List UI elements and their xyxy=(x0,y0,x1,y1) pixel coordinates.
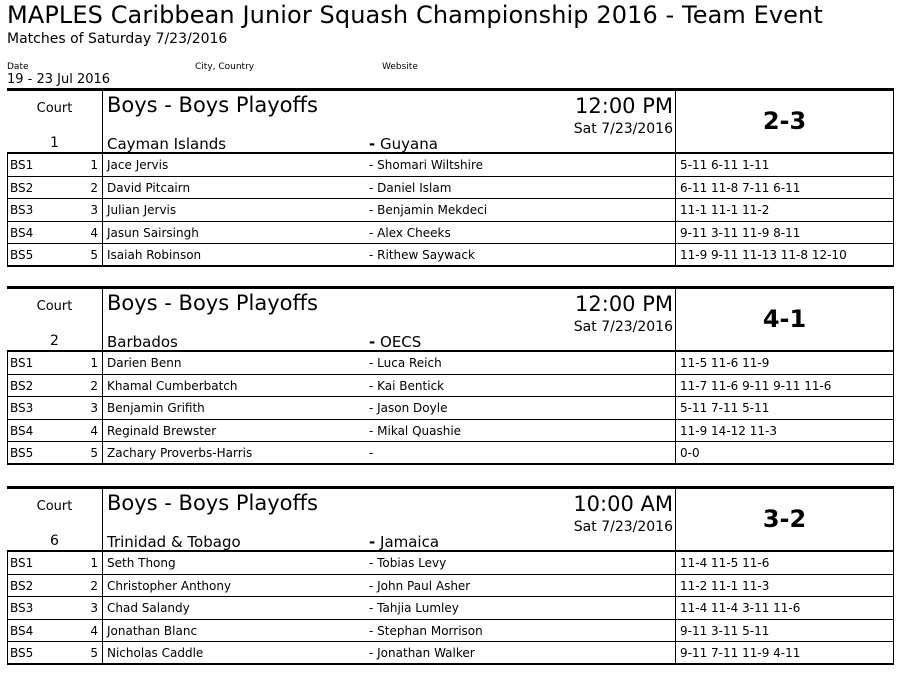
player-b: - Mikal Quashie xyxy=(369,423,462,438)
table-row xyxy=(7,352,894,375)
team-score: 2-3 xyxy=(762,107,807,135)
player-a: Christopher Anthony xyxy=(107,578,232,593)
match-date: Sat 7/23/2016 xyxy=(573,319,673,335)
table-row xyxy=(7,620,894,643)
team-b xyxy=(369,135,438,153)
player-b: - Shomari Wiltshire xyxy=(369,158,484,172)
player-b: - Rithew Saywack xyxy=(369,248,475,262)
player-a: Benjamin Grifith xyxy=(107,401,205,415)
match-code: BS1 xyxy=(10,556,34,570)
court-number: 2 xyxy=(50,333,59,349)
event-name: Boys - Boys Playoffs xyxy=(107,491,318,515)
match-block xyxy=(7,88,894,267)
match-time: 12:00 PM xyxy=(575,292,673,316)
team-score: 4-1 xyxy=(762,305,807,333)
player-a: David Pitcairn xyxy=(107,180,191,195)
table-row xyxy=(7,420,894,443)
game-scores: 11-5 11-6 11-9 xyxy=(680,356,770,370)
player-b: - Tahjia Lumley xyxy=(369,601,459,615)
table-row xyxy=(7,375,894,398)
player-a: Khamal Cumberbatch xyxy=(107,378,238,393)
player-a: Seth Thong xyxy=(107,556,176,570)
match-code: BS3 xyxy=(10,203,34,217)
court-label: Court xyxy=(36,299,73,314)
team-b xyxy=(369,533,439,551)
match-code: BS3 xyxy=(10,601,34,615)
player-b: - Jason Doyle xyxy=(369,401,448,415)
team-b-name: Jamaica xyxy=(380,533,440,551)
player-b: - Kai Bentick xyxy=(369,378,445,393)
table-row xyxy=(7,575,894,598)
team-score: 3-2 xyxy=(762,505,807,533)
match-code: BS2 xyxy=(10,578,34,593)
game-scores: 5-11 7-11 5-11 xyxy=(680,401,770,415)
table-row xyxy=(7,397,894,420)
date-label: Date xyxy=(7,62,29,72)
page-title: MAPLES Caribbean Junior Squash Championship 2016 - Team Event xyxy=(7,1,823,29)
player-a: Jonathan Blanc xyxy=(107,623,198,638)
court-label: Court xyxy=(36,101,73,116)
match-code: BS2 xyxy=(10,180,34,195)
date-value: 19 - 23 Jul 2016 xyxy=(7,72,111,87)
team-a-name: Cayman Islands xyxy=(107,135,227,153)
match-block xyxy=(7,486,894,665)
match-code: BS1 xyxy=(10,158,34,172)
team-b-name: OECS xyxy=(380,333,422,351)
table-row xyxy=(7,642,894,665)
event-name: Boys - Boys Playoffs xyxy=(107,291,318,315)
table-row xyxy=(7,442,894,465)
player-a: Chad Salandy xyxy=(107,601,190,615)
court-number: 1 xyxy=(50,135,59,151)
game-scores: 0-0 xyxy=(680,446,700,460)
game-scores: 11-7 11-6 9-11 9-11 11-6 xyxy=(680,378,832,393)
team-a-name: Trinidad & Tobago xyxy=(107,533,241,551)
team-a-name: Barbados xyxy=(107,333,178,351)
match-code: BS4 xyxy=(10,623,34,638)
game-scores: 9-11 3-11 11-9 8-11 xyxy=(680,225,801,240)
player-b: - Tobias Levy xyxy=(369,556,447,570)
court-number: 6 xyxy=(50,533,59,549)
match-code: BS5 xyxy=(10,446,34,460)
player-b: - Luca Reich xyxy=(369,356,442,370)
player-b: - Daniel Islam xyxy=(369,180,452,195)
city-country-label: City, Country xyxy=(195,62,255,72)
player-a: Zachary Proverbs-Harris xyxy=(107,446,253,460)
team-separator: - xyxy=(369,533,376,551)
table-row xyxy=(7,177,894,200)
match-code: BS4 xyxy=(10,225,34,240)
match-code: BS3 xyxy=(10,401,34,415)
match-number: 1 xyxy=(90,158,98,172)
match-number: 2 xyxy=(90,180,98,195)
player-b: - John Paul Asher xyxy=(369,578,471,593)
match-number: 4 xyxy=(90,225,98,240)
match-number: 4 xyxy=(90,423,98,438)
match-number: 3 xyxy=(90,601,98,615)
website-label: Website xyxy=(382,62,418,72)
team-separator: - xyxy=(369,333,376,351)
page-subtitle: Matches of Saturday 7/23/2016 xyxy=(7,31,228,47)
match-number: 1 xyxy=(90,356,98,370)
match-number: 5 xyxy=(90,248,98,262)
team-separator: - xyxy=(369,135,376,153)
match-date: Sat 7/23/2016 xyxy=(573,519,673,535)
player-a: Jasun Sairsingh xyxy=(107,225,199,240)
match-code: BS4 xyxy=(10,423,34,438)
player-b: - Benjamin Mekdeci xyxy=(369,203,488,217)
player-b: - Alex Cheeks xyxy=(369,225,451,240)
game-scores: 9-11 7-11 11-9 4-11 xyxy=(680,646,801,660)
player-a: Isaiah Robinson xyxy=(107,248,202,262)
match-number: 1 xyxy=(90,556,98,570)
table-row xyxy=(7,222,894,245)
match-code: BS2 xyxy=(10,378,34,393)
match-code: BS1 xyxy=(10,356,34,370)
game-scores: 11-9 9-11 11-13 11-8 12-10 xyxy=(680,248,847,262)
match-number: 5 xyxy=(90,446,98,460)
match-number: 2 xyxy=(90,578,98,593)
game-scores: 6-11 11-8 7-11 6-11 xyxy=(680,180,801,195)
table-row xyxy=(7,244,894,267)
match-code: BS5 xyxy=(10,248,34,262)
player-b: - Jonathan Walker xyxy=(369,646,475,660)
game-scores: 11-4 11-5 11-6 xyxy=(680,556,770,570)
match-number: 2 xyxy=(90,378,98,393)
match-header xyxy=(7,88,894,154)
table-row xyxy=(7,154,894,177)
game-scores: 5-11 6-11 1-11 xyxy=(680,158,770,172)
match-number: 3 xyxy=(90,203,98,217)
table-row xyxy=(7,552,894,575)
table-row xyxy=(7,199,894,222)
game-scores: 11-1 11-1 11-2 xyxy=(680,203,770,217)
player-a: Nicholas Caddle xyxy=(107,646,204,660)
player-a: Reginald Brewster xyxy=(107,423,217,438)
game-scores: 11-9 14-12 11-3 xyxy=(680,423,777,438)
player-b: - Stephan Morrison xyxy=(369,623,483,638)
game-scores: 11-4 11-4 3-11 11-6 xyxy=(680,601,801,615)
table-row xyxy=(7,597,894,620)
game-scores: 11-2 11-1 11-3 xyxy=(680,578,770,593)
player-b: - xyxy=(369,446,374,460)
player-a: Julian Jervis xyxy=(107,203,177,217)
team-b-name: Guyana xyxy=(380,135,438,153)
match-time: 12:00 PM xyxy=(575,94,673,118)
player-a: Darien Benn xyxy=(107,356,182,370)
match-number: 3 xyxy=(90,401,98,415)
court-label: Court xyxy=(36,499,73,514)
team-b xyxy=(369,333,421,351)
match-date: Sat 7/23/2016 xyxy=(573,121,673,137)
player-a: Jace Jervis xyxy=(107,158,169,172)
match-time: 10:00 AM xyxy=(573,492,673,516)
match-number: 4 xyxy=(90,623,98,638)
event-name: Boys - Boys Playoffs xyxy=(107,93,318,117)
match-block xyxy=(7,286,894,465)
game-scores: 9-11 3-11 5-11 xyxy=(680,623,770,638)
match-header xyxy=(7,286,894,352)
match-number: 5 xyxy=(90,646,98,660)
match-code: BS5 xyxy=(10,646,34,660)
match-header xyxy=(7,486,894,552)
